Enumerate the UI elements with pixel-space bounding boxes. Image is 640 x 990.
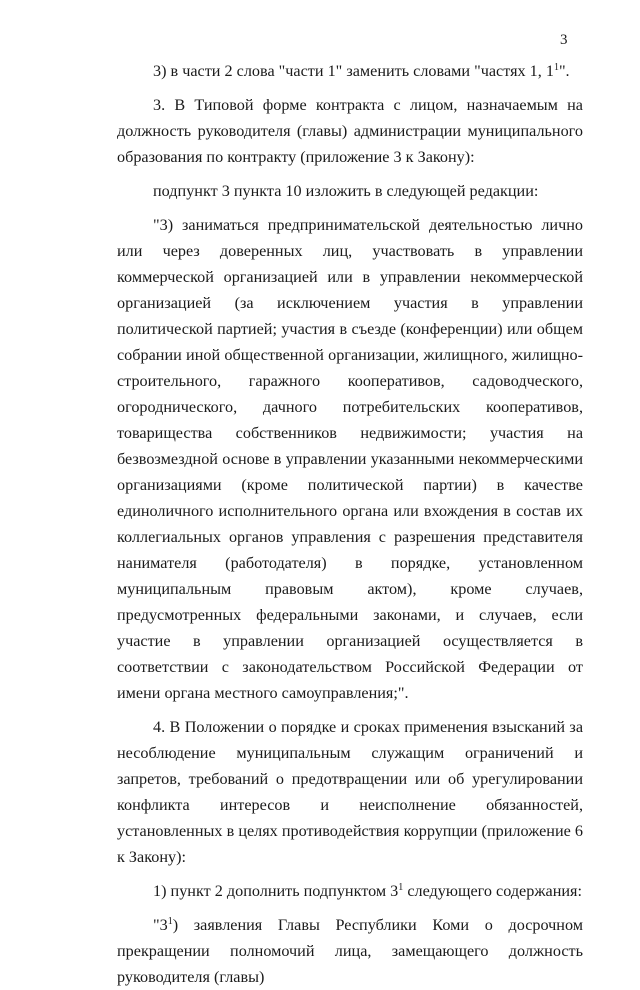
paragraph-new-subpoint [117, 912, 583, 990]
paragraph-text: 1) пункт 2 дополнить подпунктом 3 [153, 882, 399, 900]
superscript: 1 [398, 882, 404, 893]
paragraph-subpoint-intro [117, 178, 583, 204]
paragraph-regulation [117, 714, 583, 870]
paragraph-text: 3) в части 2 слова "части 1" заменить словами "частях 1, 1 [153, 62, 554, 80]
superscript: 1 [167, 916, 173, 927]
paragraph-text: 4. В Положении о порядке и сроках применения взысканий за несоблюдение муниципальным служащим ограничений и запретов, требований о предотвращении или об урегулировании конфликта интересов и неисполнение обязанностей, установленных в целях противодействия коррупции (приложение 6 к Закону): [117, 718, 583, 866]
paragraph-text: подпункт 3 пункта 10 изложить в следующей редакции: [153, 182, 539, 200]
paragraph-amend-part-2 [117, 58, 583, 84]
paragraph-point-2-addition [117, 878, 583, 904]
page-number: 3 [560, 32, 568, 48]
paragraph-quoted-subpoint [117, 212, 583, 706]
paragraph-text-tail: ) заявления Главы Республики Коми о досрочном прекращении полномочий лица, замещающего должность руководителя (главы) [117, 916, 583, 986]
paragraph-text: 3. В Типовой форме контракта с лицом, назначаемым на должность руководителя (главы) администрации муниципального образования по контракту (приложение 3 к Закону): [117, 96, 583, 166]
paragraph-text-tail: ". [558, 62, 570, 80]
paragraph-text-tail: следующего содержания: [403, 882, 582, 900]
document-body [117, 58, 583, 990]
superscript: 1 [553, 62, 559, 73]
paragraph-contract-form [117, 92, 583, 170]
paragraph-text: "3) заниматься предпринимательской деятельностью лично или через доверенных лиц, участвовать в управлении коммерческой организацией или в управлении некоммерческой организацией (за исключением участия в управлении политической партией; участия в съезде (конференции) или общем собрании иной общественной организации, жилищного, жилищно-строительного, гаражного кооперативов, садоводческого, огороднического, дачного потребительских кооперативов, товарищества собственников недвижимости; участия на безвозмездной основе в управлении указанными некоммерческими организациями (кроме политической партии) в качестве единоличного исполнительного органа или вхождения в состав их коллегиальных органов управления с разрешения представителя нанимателя (работодателя) в порядке, установленном муниципальным правовым актом), кроме случаев, предусмотренных федеральными законами, и случаев, если участие в управлении организацией осуществляется в соответствии с законодательством Российской Федерации от имени органа местного самоуправления;". [117, 216, 583, 702]
paragraph-text: "3 [153, 916, 168, 934]
